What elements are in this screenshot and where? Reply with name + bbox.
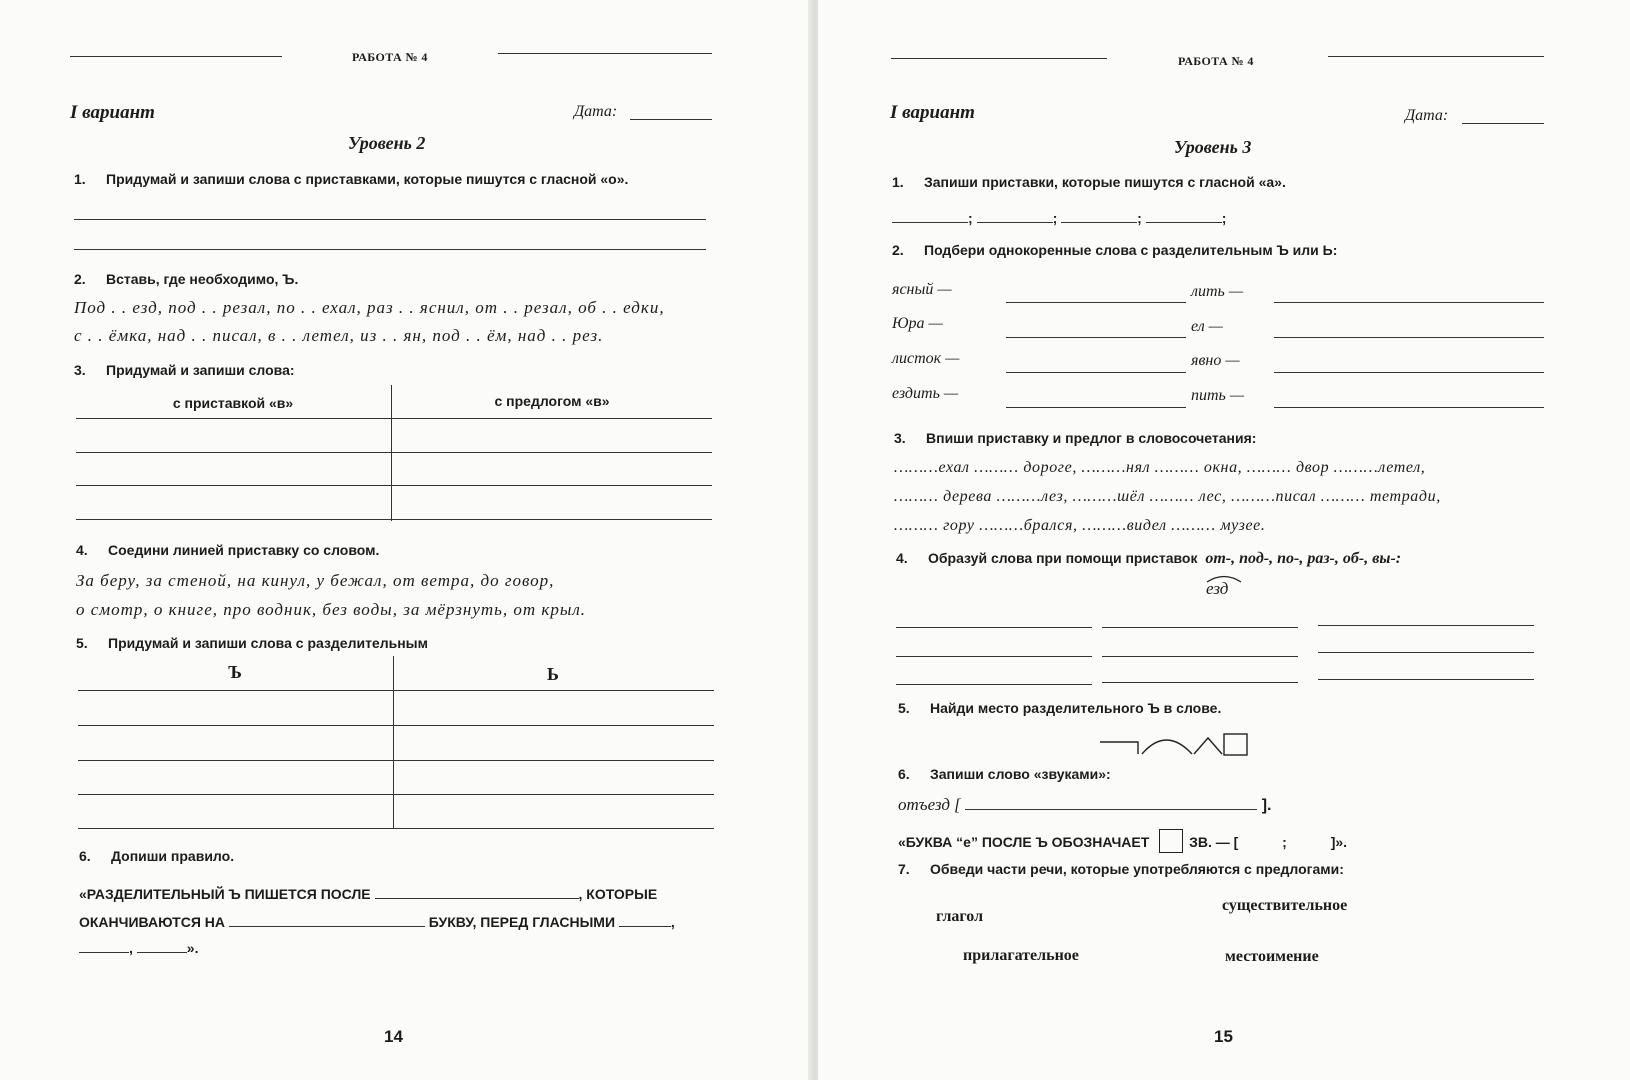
rule-line-2 <box>79 912 675 930</box>
task-3 <box>894 430 1256 446</box>
task-text: Обведи части речи, которые употребляются с предлогами: <box>930 861 1344 877</box>
task-text: Запиши приставки, которые пишутся с гласной «а». <box>924 174 1286 190</box>
answer-line[interactable] <box>896 627 1092 628</box>
task-3-line-3: ……… гору ………брался, ………видел ……… музее. <box>894 517 1266 534</box>
date-field[interactable] <box>630 119 712 120</box>
prefix-blank[interactable] <box>977 208 1053 223</box>
answer-line[interactable] <box>1102 682 1298 683</box>
table-divider <box>393 656 394 828</box>
rule-line-1 <box>79 884 657 902</box>
task-text: Образуй слова при помощи приставок <box>928 550 1198 566</box>
rule-text: , КОТОРЫЕ <box>578 886 658 902</box>
table-row[interactable] <box>78 794 714 795</box>
rule-blank[interactable] <box>229 912 425 927</box>
sounds-separator: ; <box>1282 834 1287 850</box>
sounds-label: ЗВ. — [ <box>1189 834 1239 850</box>
task-6 <box>898 766 1111 782</box>
answer-line[interactable] <box>1318 625 1534 626</box>
answer-line[interactable] <box>1318 679 1534 680</box>
table-row[interactable] <box>76 452 712 453</box>
rule-text: БУКВУ, ПЕРЕД ГЛАСНЫМИ <box>428 914 616 930</box>
prefix-blank[interactable] <box>1061 208 1137 223</box>
header-rule-left <box>891 58 1107 59</box>
table-row[interactable] <box>78 690 714 691</box>
date-label: Дата: <box>1405 107 1449 124</box>
word-yura: Юра — <box>892 315 943 332</box>
task-number: 2. <box>892 242 904 258</box>
separator: ; <box>968 210 973 226</box>
separator: ; <box>1052 210 1058 226</box>
word-yavno: явно — <box>1191 352 1240 369</box>
task-4-words-line-1[interactable]: За беру, за стеной, на кинул, у бежал, от ветра, до говор, <box>76 571 555 590</box>
answer-line[interactable] <box>74 249 706 250</box>
answer-line[interactable] <box>896 684 1092 685</box>
word-pit: пить — <box>1191 387 1245 404</box>
task-number: 5. <box>898 700 910 716</box>
task-3-line-1: ………ехал ……… дороге, ………нял ……… окна, ……… двор ………летел, <box>894 459 1426 476</box>
transcription-blank[interactable] <box>965 795 1257 810</box>
task-1-answer-blanks <box>892 208 1226 226</box>
date-field[interactable] <box>1462 123 1544 124</box>
right-page-header: РАБОТА № 4 <box>1178 54 1254 68</box>
table-row[interactable] <box>76 519 712 520</box>
rule-blank[interactable] <box>375 884 579 899</box>
task-text: Придумай и запиши слова с разделительным <box>108 635 428 651</box>
table-row[interactable] <box>78 760 714 761</box>
letter-e-text: «БУКВА “е” ПОСЛЕ Ъ ОБОЗНАЧАЕТ <box>898 834 1150 850</box>
word-el: ел — <box>1191 318 1223 335</box>
table-row[interactable] <box>78 828 714 829</box>
table-header-hard-sign: Ъ <box>228 662 242 682</box>
prefix-blank[interactable] <box>1146 208 1222 223</box>
task-4 <box>896 550 1401 568</box>
task-number: 7. <box>898 861 910 877</box>
task-4 <box>76 542 379 558</box>
rule-text: , <box>129 940 133 956</box>
task-text: Запиши слово «звуками»: <box>930 766 1111 782</box>
separator: ; <box>1221 210 1227 226</box>
task-1 <box>892 174 1286 190</box>
sounds-close: ]». <box>1330 834 1348 850</box>
variant-title: I вариант <box>890 102 975 123</box>
letter-e-row <box>898 829 1347 853</box>
date-label: Дата: <box>574 103 618 120</box>
pos-pronoun[interactable]: местоимение <box>1225 948 1319 965</box>
transcription-row <box>898 795 1271 815</box>
page-number: 15 <box>1214 1027 1233 1046</box>
table-row[interactable] <box>76 485 712 486</box>
answer-line[interactable] <box>1274 407 1544 408</box>
word-structure-scheme-icon <box>1098 730 1258 764</box>
answer-line[interactable] <box>1006 302 1186 303</box>
rule-text: ОКАНЧИВАЮТСЯ НА <box>79 914 226 930</box>
task-4-words-line-2[interactable]: о смотр, о книге, про водник, без воды, за мёрзнуть, от крыл. <box>76 600 587 619</box>
separator: ; <box>1137 210 1142 226</box>
pos-verb[interactable]: глагол <box>936 908 984 925</box>
transcription-word: отъезд [ <box>898 795 961 814</box>
task-number: 4. <box>76 542 88 558</box>
task-number: 3. <box>74 362 86 378</box>
task-text: Соедини линией приставку со словом. <box>108 542 380 558</box>
answer-line[interactable] <box>1006 337 1186 338</box>
left-page-header: РАБОТА № 4 <box>352 50 428 64</box>
left-page <box>0 0 812 1080</box>
task-5 <box>76 635 428 651</box>
task-7 <box>898 861 1344 877</box>
task-6 <box>79 848 234 864</box>
right-page <box>818 0 1630 1080</box>
level-title: Уровень 3 <box>1174 137 1252 157</box>
variant-title: I вариант <box>70 102 155 123</box>
answer-line[interactable] <box>1274 337 1544 338</box>
task-3 <box>74 362 295 378</box>
task-1 <box>74 171 628 187</box>
task-text: Вставь, где необходимо, Ъ. <box>106 271 299 287</box>
answer-line[interactable] <box>1102 656 1298 657</box>
word-ezdit: ездить — <box>892 385 959 402</box>
task-2 <box>74 271 298 287</box>
task-number: 6. <box>898 766 910 782</box>
table-row[interactable] <box>78 725 714 726</box>
task-text: Подбери однокоренные слова с разделительным Ъ или Ь: <box>924 242 1338 258</box>
task-text: Впиши приставку и предлог в словосочетания: <box>926 430 1257 446</box>
level-title: Уровень 2 <box>348 133 426 153</box>
transcription-close: ]. <box>1261 797 1272 814</box>
task-number: 6. <box>79 848 91 864</box>
task-2-words-line-1: Под . . езд, под . . резал, по . . ехал, раз . . яснил, от . . резал, об . . едки, <box>74 298 665 317</box>
rule-text: , <box>670 914 675 930</box>
rule-blank[interactable] <box>137 938 187 953</box>
prefix-list: от-, под-, по-, раз-, об-, вы-: <box>1205 550 1402 567</box>
rule-line-3 <box>79 938 198 956</box>
table-header-preposition: с предлогом «в» <box>494 393 610 409</box>
header-rule-right <box>1328 56 1544 57</box>
table-header-prefix: с приставкой «в» <box>172 395 294 411</box>
root-morpheme <box>1204 573 1244 601</box>
rule-blank[interactable] <box>619 912 671 927</box>
header-rule-left <box>70 56 282 57</box>
answer-line[interactable] <box>1006 407 1186 408</box>
page-number: 14 <box>384 1027 403 1046</box>
pos-noun[interactable]: существительное <box>1222 897 1348 914</box>
task-number: 1. <box>74 171 86 187</box>
task-number: 1. <box>892 174 904 190</box>
answer-line[interactable] <box>1274 372 1544 373</box>
task-3-line-2: ……… дерева ………лез, ………шёл ……… лес, ………писал ……… тетради, <box>894 488 1441 505</box>
answer-line[interactable] <box>1006 372 1186 373</box>
answer-line[interactable] <box>1318 652 1534 653</box>
root-text: езд <box>1206 579 1229 598</box>
task-number: 5. <box>76 635 88 651</box>
word-lit: лить — <box>1191 283 1244 300</box>
task-2-words-line-2: с . . ёмка, над . . писал, в . . летел, из . . ян, под . . ём, над . . рез. <box>74 326 604 345</box>
answer-line[interactable] <box>1102 627 1298 628</box>
task-text: Найди место разделительного Ъ в слове. <box>930 700 1222 716</box>
task-5 <box>898 700 1221 716</box>
answer-line[interactable] <box>1274 302 1544 303</box>
rule-text: ». <box>186 940 199 956</box>
table-row[interactable] <box>76 418 712 419</box>
answer-line[interactable] <box>74 219 706 220</box>
header-rule-right <box>498 53 712 54</box>
task-number: 3. <box>894 430 906 446</box>
prefix-blank[interactable] <box>892 208 968 223</box>
table-divider <box>391 385 392 521</box>
task-text: Придумай и запиши слова: <box>106 362 295 378</box>
word-listok: листок — <box>892 350 960 367</box>
sound-count-box[interactable] <box>1159 829 1183 853</box>
task-text: Допиши правило. <box>111 848 235 864</box>
rule-text: «РАЗДЕЛИТЕЛЬНЫЙ Ъ ПИШЕТСЯ ПОСЛЕ <box>79 886 371 902</box>
table-header-soft-sign: Ь <box>547 664 559 684</box>
rule-blank[interactable] <box>79 938 129 953</box>
pos-adjective[interactable]: прилагательное <box>963 947 1079 964</box>
word-yasny: ясный — <box>892 281 952 298</box>
task-text: Придумай и запиши слова с приставками, которые пишутся с гласной «о». <box>106 171 629 187</box>
task-number: 4. <box>896 550 908 566</box>
answer-line[interactable] <box>896 656 1092 657</box>
task-number: 2. <box>74 271 86 287</box>
task-2 <box>892 242 1337 258</box>
